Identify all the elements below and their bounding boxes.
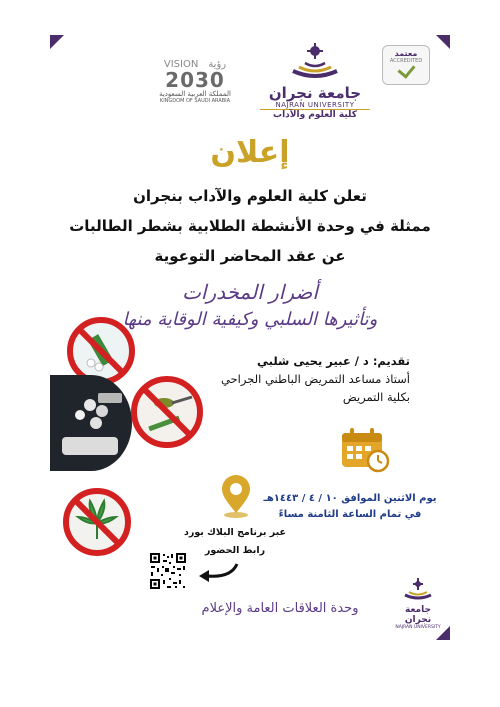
accreditation-logo bbox=[380, 45, 432, 85]
footer-unit-name: وحدة العلاقات العامة والإعلام bbox=[201, 601, 359, 616]
announcement-line-3: عن عقد المحاضر التوعوية bbox=[154, 247, 346, 265]
university-name-ar: جامعة نجران bbox=[268, 84, 362, 102]
footer-university-logo bbox=[392, 577, 444, 630]
attendance-platform: عبر برنامج البلاك بورد bbox=[183, 527, 287, 538]
drugs-photo bbox=[50, 375, 132, 471]
corner-decoration-top-right bbox=[436, 35, 450, 49]
no-cannabis-icon bbox=[60, 485, 134, 559]
college-name: كلية العلوم والآداب bbox=[260, 109, 370, 120]
accreditation-seal-icon bbox=[382, 45, 430, 85]
corner-decoration-top-left bbox=[50, 35, 64, 49]
calendar-icon bbox=[340, 427, 390, 473]
footer-logo-ar: جامعة نجران bbox=[404, 605, 432, 625]
najran-university-logo bbox=[260, 41, 370, 120]
presenter-block bbox=[190, 353, 410, 406]
presenter-college: بكلية التمريض bbox=[342, 389, 410, 404]
schedule-time: في تمام الساعة الثامنة مساءً bbox=[278, 509, 422, 520]
vision-label: VISION bbox=[163, 59, 199, 70]
curved-arrow-icon bbox=[195, 560, 241, 584]
vision-label-ar: رؤية bbox=[208, 59, 227, 70]
footer-logo-en: NAJRAN UNIVERSITY bbox=[395, 625, 441, 630]
presenter-title: أستاذ مساعد التمريض الباطني الجراحي bbox=[220, 371, 410, 386]
topic-line-1: أضرار المخدرات bbox=[182, 280, 318, 304]
no-cannabis-sign bbox=[60, 485, 134, 559]
attendance-link-label[interactable]: رابط الحضور bbox=[204, 545, 266, 556]
announcement-title: إعلان bbox=[210, 135, 290, 170]
topic-line-2: وتأثيرها السلبي وكيفية الوقاية منها bbox=[122, 309, 378, 330]
announcement-poster bbox=[50, 35, 450, 640]
location-pin-icon bbox=[218, 473, 254, 519]
vision-kingdom-en: KINGDOM OF SAUDI ARABIA bbox=[159, 98, 231, 104]
accredited-label: معتمد bbox=[394, 49, 418, 58]
najran-emblem-icon bbox=[285, 41, 345, 81]
footer-najran-emblem-icon bbox=[401, 577, 435, 601]
pills-and-powder-photo-icon bbox=[50, 375, 132, 471]
attendance-qr-code[interactable] bbox=[149, 552, 187, 590]
university-name-en: NAJRAN UNIVERSITY bbox=[275, 101, 355, 109]
announcement-line-2: ممثلة في وحدة الأنشطة الطلابية بشطر الطالبات bbox=[69, 217, 431, 235]
presenter-name: تقديم: د / عبير يحيى شلبي bbox=[257, 354, 410, 368]
schedule-date: يوم الاثنين الموافق ١٠ / ٤ / ١٤٤٣هـ bbox=[263, 493, 437, 504]
announcement-line-1: تعلن كلية العلوم والآداب بنجران bbox=[133, 187, 367, 205]
vision-year: 2030 bbox=[165, 68, 225, 92]
vision-kingdom-ar: المملكة العربية السعودية bbox=[159, 90, 231, 98]
vision-2030-logo bbox=[145, 59, 245, 104]
accredited-sub-label: ACCREDITED bbox=[389, 58, 423, 64]
